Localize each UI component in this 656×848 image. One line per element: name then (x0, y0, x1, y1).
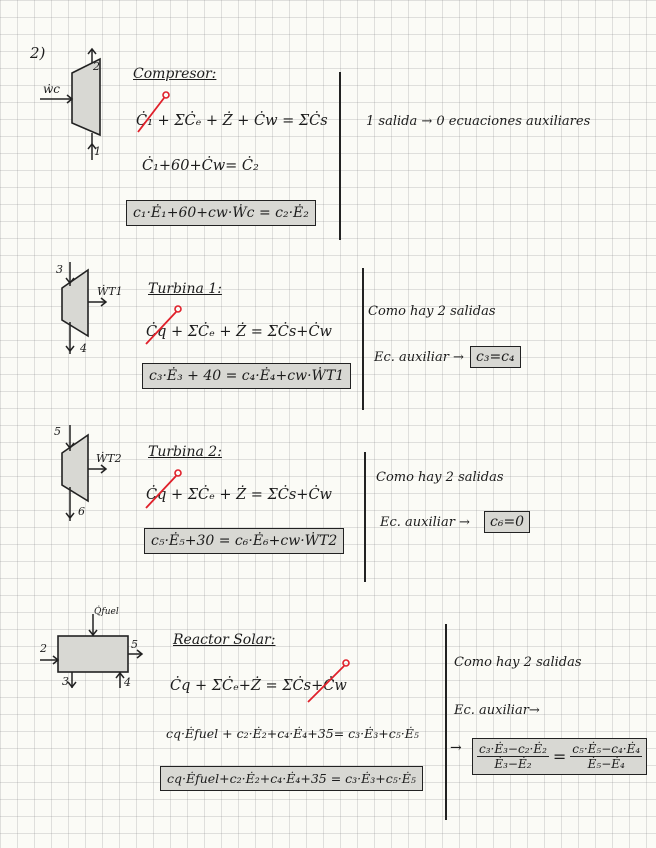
reactor-title: Reactor Solar: (173, 632, 276, 648)
divider (445, 624, 447, 820)
compressor-work-label: ẇc (43, 82, 60, 96)
compressor-eq-boxed: c₁·Ė₁+60+cw·Ẇc = c₂·Ė₂ (126, 200, 316, 226)
reactor-aux-eq (472, 738, 647, 775)
turbine2-aux-label: Ec. auxiliar → (380, 515, 470, 530)
compressor-port-1: 1 (94, 145, 101, 158)
strike-mark (302, 656, 352, 706)
fraction-left-num: c₃·Ė₃−c₂·Ė₂ (479, 742, 547, 756)
reactor-port-3: 3 (62, 675, 69, 688)
strike-mark (142, 304, 182, 350)
equals-sign: = (552, 747, 567, 766)
turbine1-aux-eq: c₃=c₄ (470, 346, 521, 368)
problem-number: 2) (30, 44, 46, 62)
turbine2-note: Como hay 2 salidas (376, 470, 504, 485)
compressor-eq1: Ċ₁ + ΣĊₑ + Ż + Ċw = ΣĊs (136, 113, 328, 129)
reactor-eq2: cq·Ėfuel + c₂·Ė₂+c₄·Ė₄+35= c₃·Ė₃+c₅·Ė₅ (166, 726, 419, 741)
compressor-title: Compresor: (133, 66, 217, 82)
reactor-note: Como hay 2 salidas (454, 655, 582, 670)
divider (339, 72, 341, 240)
strike-mark (134, 90, 174, 140)
reactor-port-5: 5 (131, 638, 138, 651)
turbine1-eq1: Ċq + ΣĊₑ + Ż = ΣĊs+Ċw (146, 324, 332, 340)
turbine1-title: Turbina 1: (148, 281, 222, 297)
fraction-right-den: Ė₅−Ė₄ (587, 757, 625, 771)
fraction-right (570, 742, 642, 771)
turbine2-port-6: 6 (78, 505, 85, 518)
reactor-port-4: 4 (124, 676, 131, 689)
compressor-port-2: 2 (93, 60, 100, 73)
reactor-eq-boxed: cq·Ėfuel+c₂·Ė₂+c₄·Ė₄+35 = c₃·Ė₃+c₅·Ė₅ (160, 766, 423, 791)
compressor-note: 1 salida → 0 ecuaciones auxiliares (366, 114, 591, 129)
turbine2-work-label: ẆT2 (96, 452, 122, 465)
strike-mark (142, 468, 182, 514)
fraction-right-num: c₅·Ė₅−c₄·Ė₄ (572, 742, 641, 756)
fraction-left-den: Ė₃−Ė₂ (494, 757, 532, 771)
divider (362, 268, 364, 410)
reactor-heat-label: Q̇fuel (94, 607, 119, 617)
compressor-eq2: Ċ₁+60+Ċw= Ċ₂ (142, 158, 259, 174)
turbine1-port-3: 3 (56, 263, 63, 276)
turbine1-eq-boxed: c₃·Ė₃ + 40 = c₄·Ė₄+cw·ẆT1 (142, 363, 351, 389)
turbine2-eq1: Ċq + ΣĊₑ + Ż = ΣĊs+Ċw (146, 487, 332, 503)
turbine2-title: Turbina 2: (148, 444, 222, 460)
reactor-port-2: 2 (40, 642, 47, 655)
turbine1-aux-label: Ec. auxiliar → (374, 350, 464, 365)
turbine1-note: Como hay 2 salidas (368, 304, 496, 319)
reactor-eq1: Ċq + ΣĊₑ+Ż = ΣĊs+Ċw (170, 678, 347, 694)
divider (364, 452, 366, 582)
turbine2-port-5: 5 (54, 425, 61, 438)
reactor-aux-label: Ec. auxiliar→ (454, 703, 540, 718)
turbine1-port-4: 4 (80, 342, 87, 355)
turbine1-work-label: ẆT1 (97, 285, 123, 298)
arrow-icon: → (450, 740, 462, 756)
turbine2-eq-boxed: c₅·Ė₅+30 = c₆·Ė₆+cw·ẆT2 (144, 528, 344, 554)
turbine2-aux-eq: c₆=0 (484, 511, 530, 533)
fraction-left (477, 742, 549, 771)
